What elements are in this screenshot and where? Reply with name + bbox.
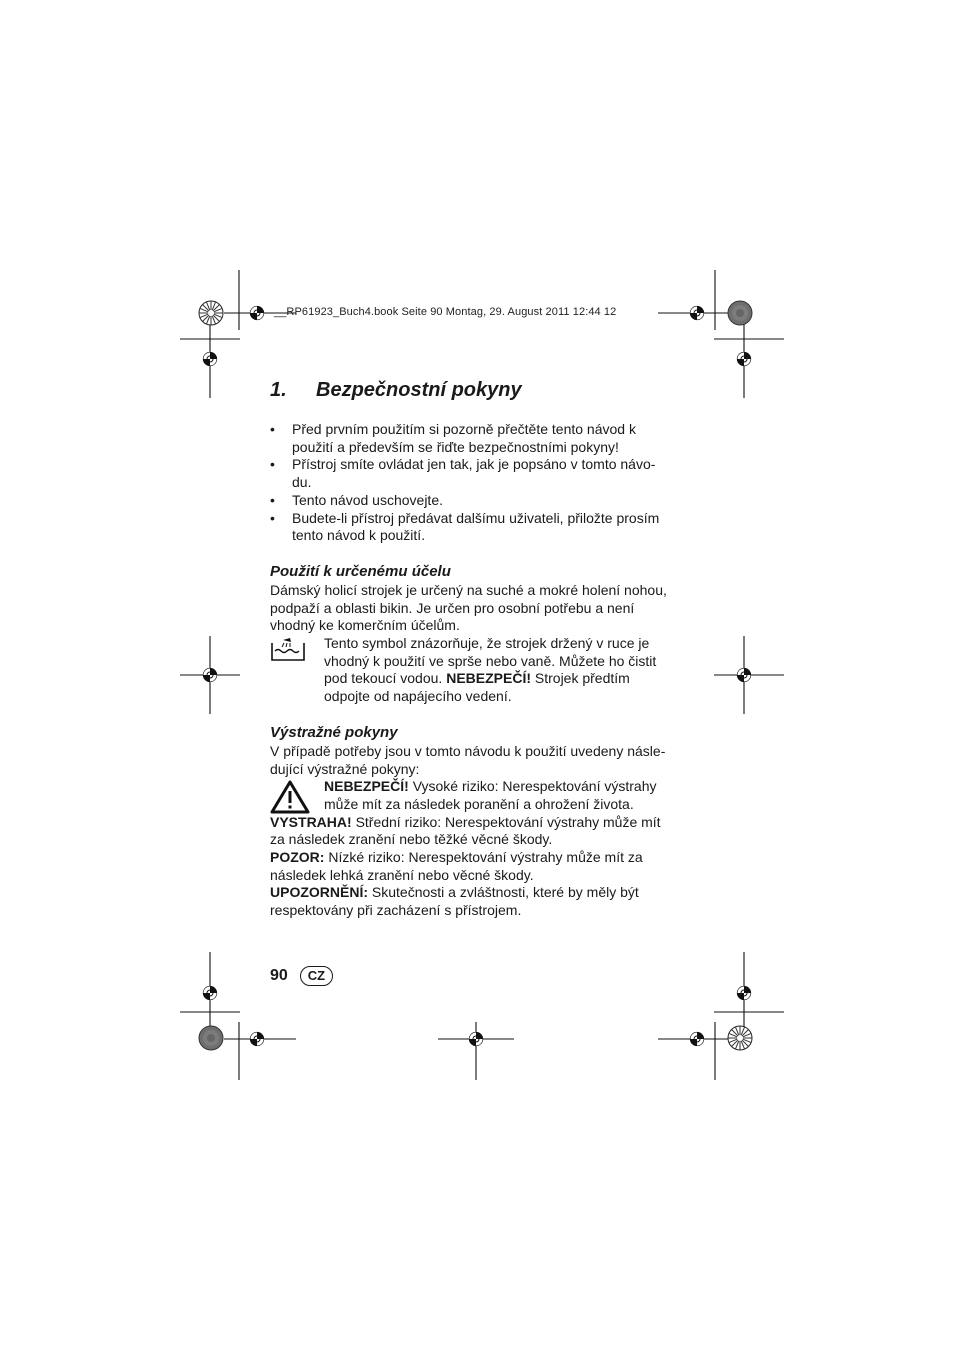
warnings-intro: V případě potřeby jsou v tomto návodu k použití uvedeny násle-dující výstražné pokyny:	[270, 742, 666, 777]
attention-label: POZOR:	[270, 849, 325, 866]
note-text: Skutečnosti a zvláštnosti, které by měly být respektovány při zacházení s přístrojem.	[270, 884, 639, 919]
danger-text: Strojek předtím odpojte od napájecího vedení.	[324, 670, 630, 705]
caution-paragraph	[270, 814, 670, 849]
water-symbol-text: Tento symbol znázorňuje, že strojek držený v ruce je vhodný k použití ve sprše nebo vaně. Můžete ho čistit pod tekoucí vodou.	[324, 635, 657, 687]
warnings-heading: Výstražné pokyny	[270, 723, 398, 741]
warning-triangle-icon	[270, 780, 310, 819]
attention-text: Nízké riziko: Nerespektování výstrahy může mít za následek lehká zranění nebo věcné škody.	[270, 849, 643, 883]
danger-label: NEBEZPEČÍ!	[446, 670, 531, 687]
section-number: 1.	[270, 379, 287, 401]
list-item: • Před prvním použitím si pozorně přečtěte tento návod k použití a především se řiďte bezpečnostními pokyny!	[270, 421, 670, 456]
page-footer	[270, 964, 333, 988]
caution-text: Střední riziko: Nerespektování výstrahy může mít za následek zranění nebo těžké věcné škody.	[270, 813, 661, 848]
warning-danger-label: NEBEZPEČÍ!	[324, 778, 409, 795]
warning-danger-text: Vysoké riziko: Nerespektování výstrahy může mít za následek poranění a ohrožení života.	[324, 778, 657, 812]
list-item: • Tento návod uschovejte.	[270, 492, 670, 510]
print-slug: __RP61923_Buch4.book Seite 90 Montag, 29. August 2011 12:44 12	[274, 306, 617, 318]
intended-use-text: Dámský holicí strojek je určený na suché a mokré holení nohou, podpaží a oblasti bikin. Je určen pro osobní potřebu a není vhodný ke komerčním účelům.	[270, 581, 667, 634]
note-paragraph	[270, 884, 670, 919]
section-title	[270, 378, 670, 402]
note-label: UPOZORNĚNÍ:	[270, 884, 368, 901]
danger-warning-block	[270, 778, 670, 813]
list-item: • Přístroj smíte ovládat jen tak, jak je popsáno v tomto návo-du.	[270, 456, 670, 491]
language-badge: CZ	[300, 966, 333, 986]
list-item: • Budete-li přístroj předávat dalšímu uživateli, přiložte prosím tento návod k použití.	[270, 510, 670, 545]
water-symbol-block	[270, 635, 670, 706]
attention-paragraph	[270, 849, 670, 884]
caution-label: VYSTRAHA!	[270, 813, 352, 830]
page-content	[270, 378, 670, 920]
shower-bath-icon	[270, 637, 310, 668]
section-title-text: Bezpečnostní pokyny	[316, 379, 522, 401]
intended-use-heading: Použití k určenému účelu	[270, 562, 451, 580]
page-number: 90	[270, 967, 288, 984]
safety-bullet-list	[270, 421, 670, 545]
